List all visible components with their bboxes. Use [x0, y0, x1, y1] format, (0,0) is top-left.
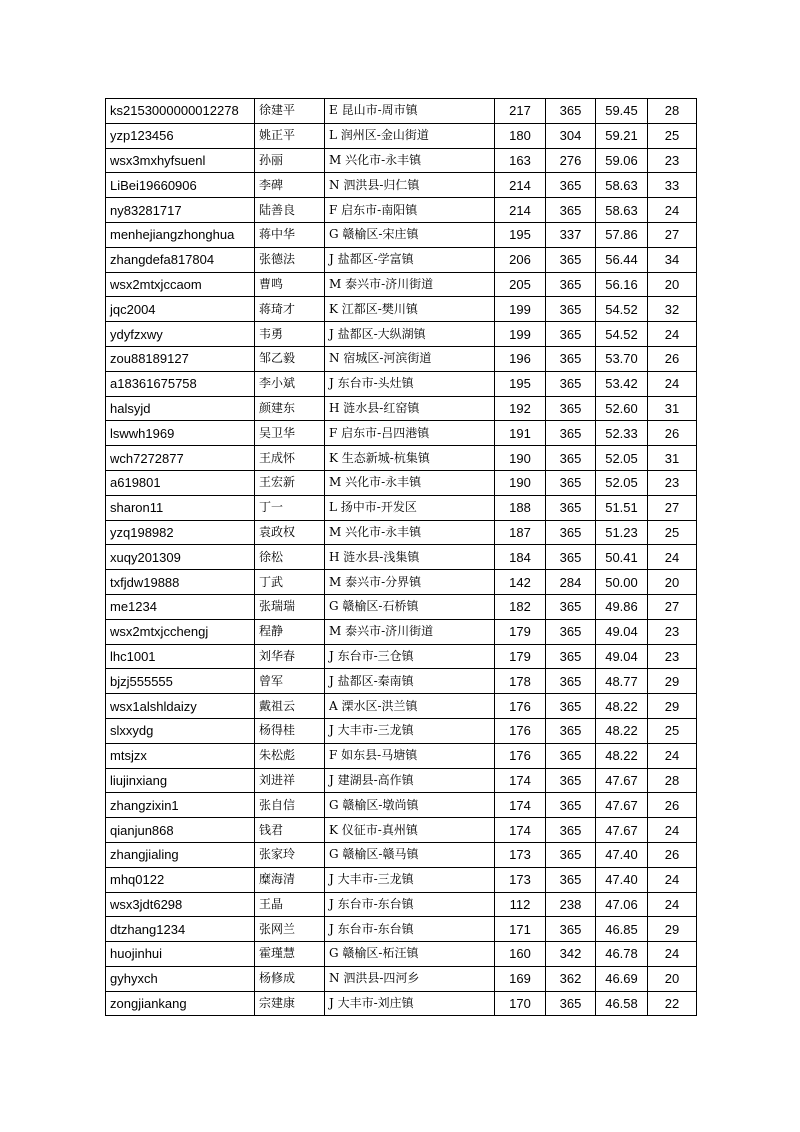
score-cell: 25: [648, 123, 697, 148]
table-row: [106, 793, 697, 818]
table-row: [106, 322, 697, 347]
name-cell: 徐建平: [255, 99, 325, 124]
region-cell: A 溧水区-洪兰镇: [325, 694, 495, 719]
score-cell: 24: [648, 743, 697, 768]
user-id-cell: sharon11: [106, 495, 255, 520]
region-cell: N 泗洪县-归仁镇: [325, 173, 495, 198]
name-cell: 程静: [255, 619, 325, 644]
count-cell: 179: [495, 619, 546, 644]
score-cell: 24: [648, 322, 697, 347]
region-cell: F 启东市-吕四港镇: [325, 421, 495, 446]
count-cell: 112: [495, 892, 546, 917]
region-cell: H 涟水县-浅集镇: [325, 545, 495, 570]
name-cell: 丁一: [255, 495, 325, 520]
name-cell: 刘进祥: [255, 768, 325, 793]
percent-cell: 49.04: [596, 644, 648, 669]
user-id-cell: zou88189127: [106, 346, 255, 371]
user-id-cell: zhangjialing: [106, 842, 255, 867]
name-cell: 蒋中华: [255, 222, 325, 247]
table-row: [106, 198, 697, 223]
total-days-cell: 342: [546, 942, 596, 967]
user-id-cell: qianjun868: [106, 818, 255, 843]
total-days-cell: 365: [546, 173, 596, 198]
table-row: [106, 966, 697, 991]
percent-cell: 52.33: [596, 421, 648, 446]
region-cell: J 盐都区-秦南镇: [325, 669, 495, 694]
total-days-cell: 365: [546, 421, 596, 446]
total-days-cell: 365: [546, 371, 596, 396]
total-days-cell: 365: [546, 694, 596, 719]
count-cell: 171: [495, 917, 546, 942]
total-days-cell: 365: [546, 297, 596, 322]
table-row: [106, 371, 697, 396]
name-cell: 孙丽: [255, 148, 325, 173]
total-days-cell: 365: [546, 396, 596, 421]
score-cell: 24: [648, 545, 697, 570]
table-row: [106, 297, 697, 322]
user-id-cell: jqc2004: [106, 297, 255, 322]
count-cell: 176: [495, 743, 546, 768]
table-row: [106, 892, 697, 917]
count-cell: 188: [495, 495, 546, 520]
table-row: [106, 842, 697, 867]
region-cell: G 赣榆区-宋庄镇: [325, 222, 495, 247]
total-days-cell: 284: [546, 570, 596, 595]
count-cell: 176: [495, 718, 546, 743]
count-cell: 160: [495, 942, 546, 967]
score-cell: 25: [648, 718, 697, 743]
region-cell: J 盐都区-学富镇: [325, 247, 495, 272]
total-days-cell: 365: [546, 520, 596, 545]
user-id-cell: mhq0122: [106, 867, 255, 892]
name-cell: 蒋琦才: [255, 297, 325, 322]
table-row: [106, 421, 697, 446]
name-cell: 王晶: [255, 892, 325, 917]
user-id-cell: me1234: [106, 594, 255, 619]
total-days-cell: 365: [546, 495, 596, 520]
count-cell: 214: [495, 173, 546, 198]
user-id-cell: bjzj555555: [106, 669, 255, 694]
percent-cell: 58.63: [596, 173, 648, 198]
user-id-cell: mtsjzx: [106, 743, 255, 768]
name-cell: 丁武: [255, 570, 325, 595]
percent-cell: 47.67: [596, 793, 648, 818]
score-cell: 29: [648, 694, 697, 719]
region-cell: J 东台市-三仓镇: [325, 644, 495, 669]
score-cell: 26: [648, 346, 697, 371]
total-days-cell: 365: [546, 917, 596, 942]
user-id-cell: halsyjd: [106, 396, 255, 421]
percent-cell: 49.86: [596, 594, 648, 619]
table-row: [106, 272, 697, 297]
table-row: [106, 644, 697, 669]
count-cell: 187: [495, 520, 546, 545]
count-cell: 173: [495, 842, 546, 867]
score-cell: 33: [648, 173, 697, 198]
percent-cell: 52.05: [596, 446, 648, 471]
region-cell: J 东台市-头灶镇: [325, 371, 495, 396]
score-cell: 31: [648, 396, 697, 421]
name-cell: 张瑞瑞: [255, 594, 325, 619]
score-cell: 28: [648, 99, 697, 124]
percent-cell: 53.70: [596, 346, 648, 371]
table-row: [106, 173, 697, 198]
name-cell: 朱松彪: [255, 743, 325, 768]
count-cell: 195: [495, 371, 546, 396]
score-cell: 31: [648, 446, 697, 471]
region-cell: J 东台市-东台镇: [325, 917, 495, 942]
table-row: [106, 991, 697, 1016]
table-row: [106, 520, 697, 545]
name-cell: 王宏新: [255, 470, 325, 495]
percent-cell: 48.22: [596, 743, 648, 768]
total-days-cell: 365: [546, 718, 596, 743]
score-cell: 28: [648, 768, 697, 793]
score-cell: 26: [648, 421, 697, 446]
total-days-cell: 365: [546, 594, 596, 619]
user-id-cell: huojinhui: [106, 942, 255, 967]
percent-cell: 52.60: [596, 396, 648, 421]
region-cell: L 润州区-金山街道: [325, 123, 495, 148]
name-cell: 曹鸣: [255, 272, 325, 297]
name-cell: 戴祖云: [255, 694, 325, 719]
total-days-cell: 365: [546, 446, 596, 471]
region-cell: G 赣榆区-柘汪镇: [325, 942, 495, 967]
count-cell: 192: [495, 396, 546, 421]
total-days-cell: 365: [546, 545, 596, 570]
percent-cell: 47.67: [596, 818, 648, 843]
user-id-cell: wsx3jdt6298: [106, 892, 255, 917]
total-days-cell: 365: [546, 867, 596, 892]
percent-cell: 50.41: [596, 545, 648, 570]
region-cell: M 泰兴市-济川街道: [325, 272, 495, 297]
table-row: [106, 396, 697, 421]
table-row: [106, 545, 697, 570]
name-cell: 邹乙毅: [255, 346, 325, 371]
count-cell: 182: [495, 594, 546, 619]
name-cell: 王成怀: [255, 446, 325, 471]
score-cell: 23: [648, 148, 697, 173]
table-row: [106, 917, 697, 942]
score-cell: 25: [648, 520, 697, 545]
table-row: [106, 669, 697, 694]
total-days-cell: 365: [546, 669, 596, 694]
score-cell: 23: [648, 644, 697, 669]
count-cell: 199: [495, 322, 546, 347]
percent-cell: 47.67: [596, 768, 648, 793]
table-row: [106, 148, 697, 173]
total-days-cell: 365: [546, 644, 596, 669]
name-cell: 刘华春: [255, 644, 325, 669]
region-cell: M 兴化市-永丰镇: [325, 470, 495, 495]
count-cell: 142: [495, 570, 546, 595]
percent-cell: 47.40: [596, 867, 648, 892]
total-days-cell: 337: [546, 222, 596, 247]
score-cell: 24: [648, 818, 697, 843]
name-cell: 杨得桂: [255, 718, 325, 743]
percent-cell: 54.52: [596, 297, 648, 322]
user-id-cell: yzp123456: [106, 123, 255, 148]
percent-cell: 48.22: [596, 694, 648, 719]
total-days-cell: 365: [546, 470, 596, 495]
user-id-cell: zhangdefa817804: [106, 247, 255, 272]
region-cell: G 赣榆区-赣马镇: [325, 842, 495, 867]
total-days-cell: 365: [546, 991, 596, 1016]
table-row: [106, 694, 697, 719]
table-row: [106, 867, 697, 892]
user-id-cell: yzq198982: [106, 520, 255, 545]
region-cell: M 兴化市-永丰镇: [325, 520, 495, 545]
score-cell: 27: [648, 222, 697, 247]
total-days-cell: 365: [546, 247, 596, 272]
percent-cell: 49.04: [596, 619, 648, 644]
percent-cell: 47.06: [596, 892, 648, 917]
score-cell: 24: [648, 867, 697, 892]
table-row: [106, 743, 697, 768]
table-row: [106, 942, 697, 967]
user-id-cell: lhc1001: [106, 644, 255, 669]
user-id-cell: txfjdw19888: [106, 570, 255, 595]
count-cell: 195: [495, 222, 546, 247]
region-cell: N 宿城区-河滨街道: [325, 346, 495, 371]
user-id-cell: wsx2mtxjcchengj: [106, 619, 255, 644]
user-id-cell: ydyfzxwy: [106, 322, 255, 347]
count-cell: 190: [495, 470, 546, 495]
region-cell: L 扬中市-开发区: [325, 495, 495, 520]
count-cell: 196: [495, 346, 546, 371]
name-cell: 宗建康: [255, 991, 325, 1016]
percent-cell: 48.22: [596, 718, 648, 743]
user-id-cell: wsx1alshldaizy: [106, 694, 255, 719]
region-cell: G 赣榆区-墩尚镇: [325, 793, 495, 818]
user-id-cell: zongjiankang: [106, 991, 255, 1016]
score-cell: 20: [648, 272, 697, 297]
total-days-cell: 365: [546, 322, 596, 347]
count-cell: 184: [495, 545, 546, 570]
percent-cell: 46.58: [596, 991, 648, 1016]
count-cell: 205: [495, 272, 546, 297]
region-cell: F 如东县-马塘镇: [325, 743, 495, 768]
total-days-cell: 365: [546, 818, 596, 843]
table-body: [106, 99, 697, 1016]
region-cell: J 盐都区-大纵湖镇: [325, 322, 495, 347]
count-cell: 217: [495, 99, 546, 124]
user-id-cell: lswwh1969: [106, 421, 255, 446]
name-cell: 吴卫华: [255, 421, 325, 446]
score-cell: 24: [648, 198, 697, 223]
region-cell: G 赣榆区-石桥镇: [325, 594, 495, 619]
percent-cell: 54.52: [596, 322, 648, 347]
name-cell: 张德法: [255, 247, 325, 272]
total-days-cell: 365: [546, 198, 596, 223]
count-cell: 180: [495, 123, 546, 148]
count-cell: 214: [495, 198, 546, 223]
total-days-cell: 365: [546, 619, 596, 644]
total-days-cell: 304: [546, 123, 596, 148]
score-cell: 26: [648, 842, 697, 867]
count-cell: 174: [495, 768, 546, 793]
region-cell: J 大丰市-刘庄镇: [325, 991, 495, 1016]
name-cell: 姚正平: [255, 123, 325, 148]
score-cell: 29: [648, 669, 697, 694]
region-cell: K 仪征市-真州镇: [325, 818, 495, 843]
percent-cell: 56.16: [596, 272, 648, 297]
percent-cell: 53.42: [596, 371, 648, 396]
percent-cell: 50.00: [596, 570, 648, 595]
name-cell: 颜建东: [255, 396, 325, 421]
count-cell: 199: [495, 297, 546, 322]
region-cell: M 泰兴市-济川街道: [325, 619, 495, 644]
user-id-cell: dtzhang1234: [106, 917, 255, 942]
region-cell: F 启东市-南阳镇: [325, 198, 495, 223]
user-id-cell: LiBei19660906: [106, 173, 255, 198]
table-row: [106, 470, 697, 495]
percent-cell: 48.77: [596, 669, 648, 694]
user-id-cell: wsx3mxhyfsuenl: [106, 148, 255, 173]
region-cell: J 大丰市-三龙镇: [325, 718, 495, 743]
score-cell: 24: [648, 942, 697, 967]
score-cell: 22: [648, 991, 697, 1016]
score-cell: 34: [648, 247, 697, 272]
percent-cell: 52.05: [596, 470, 648, 495]
count-cell: 169: [495, 966, 546, 991]
name-cell: 袁政权: [255, 520, 325, 545]
user-id-cell: xuqy201309: [106, 545, 255, 570]
count-cell: 174: [495, 793, 546, 818]
count-cell: 191: [495, 421, 546, 446]
total-days-cell: 365: [546, 99, 596, 124]
table-row: [106, 123, 697, 148]
table-row: [106, 446, 697, 471]
user-id-cell: slxxydg: [106, 718, 255, 743]
count-cell: 170: [495, 991, 546, 1016]
region-cell: K 生态新城-杭集镇: [325, 446, 495, 471]
percent-cell: 47.40: [596, 842, 648, 867]
user-id-cell: ks2153000000012278: [106, 99, 255, 124]
region-cell: K 江都区-樊川镇: [325, 297, 495, 322]
score-cell: 27: [648, 594, 697, 619]
percent-cell: 46.85: [596, 917, 648, 942]
score-cell: 20: [648, 570, 697, 595]
percent-cell: 57.86: [596, 222, 648, 247]
region-cell: J 东台市-东台镇: [325, 892, 495, 917]
percent-cell: 51.23: [596, 520, 648, 545]
name-cell: 韦勇: [255, 322, 325, 347]
count-cell: 176: [495, 694, 546, 719]
table-row: [106, 346, 697, 371]
score-cell: 26: [648, 793, 697, 818]
percent-cell: 56.44: [596, 247, 648, 272]
name-cell: 张网兰: [255, 917, 325, 942]
table-row: [106, 222, 697, 247]
name-cell: 霍瑾慧: [255, 942, 325, 967]
total-days-cell: 276: [546, 148, 596, 173]
user-id-cell: a619801: [106, 470, 255, 495]
name-cell: 张家玲: [255, 842, 325, 867]
score-cell: 32: [648, 297, 697, 322]
table-row: [106, 818, 697, 843]
count-cell: 163: [495, 148, 546, 173]
region-cell: J 建湖县-高作镇: [325, 768, 495, 793]
total-days-cell: 365: [546, 842, 596, 867]
table-row: [106, 495, 697, 520]
region-cell: H 涟水县-红窑镇: [325, 396, 495, 421]
table-row: [106, 718, 697, 743]
user-id-cell: ny83281717: [106, 198, 255, 223]
count-cell: 190: [495, 446, 546, 471]
percent-cell: 59.21: [596, 123, 648, 148]
count-cell: 206: [495, 247, 546, 272]
name-cell: 糜海清: [255, 867, 325, 892]
count-cell: 174: [495, 818, 546, 843]
name-cell: 曾军: [255, 669, 325, 694]
total-days-cell: 365: [546, 743, 596, 768]
score-cell: 24: [648, 371, 697, 396]
total-days-cell: 365: [546, 272, 596, 297]
total-days-cell: 365: [546, 793, 596, 818]
table-row: [106, 570, 697, 595]
user-id-cell: a18361675758: [106, 371, 255, 396]
data-table: [105, 98, 697, 1016]
region-cell: M 兴化市-永丰镇: [325, 148, 495, 173]
score-cell: 20: [648, 966, 697, 991]
percent-cell: 46.78: [596, 942, 648, 967]
user-id-cell: menhejiangzhonghua: [106, 222, 255, 247]
table-row: [106, 99, 697, 124]
count-cell: 173: [495, 867, 546, 892]
total-days-cell: 365: [546, 346, 596, 371]
table-row: [106, 619, 697, 644]
percent-cell: 46.69: [596, 966, 648, 991]
percent-cell: 51.51: [596, 495, 648, 520]
total-days-cell: 238: [546, 892, 596, 917]
score-cell: 27: [648, 495, 697, 520]
name-cell: 徐松: [255, 545, 325, 570]
user-id-cell: wch7272877: [106, 446, 255, 471]
region-cell: J 大丰市-三龙镇: [325, 867, 495, 892]
name-cell: 陆善良: [255, 198, 325, 223]
region-cell: N 泗洪县-四河乡: [325, 966, 495, 991]
table-row: [106, 768, 697, 793]
region-cell: M 泰兴市-分界镇: [325, 570, 495, 595]
percent-cell: 58.63: [596, 198, 648, 223]
count-cell: 179: [495, 644, 546, 669]
score-cell: 23: [648, 619, 697, 644]
table-row: [106, 594, 697, 619]
name-cell: 钱君: [255, 818, 325, 843]
user-id-cell: liujinxiang: [106, 768, 255, 793]
region-cell: E 昆山市-周市镇: [325, 99, 495, 124]
score-cell: 24: [648, 892, 697, 917]
name-cell: 张自信: [255, 793, 325, 818]
percent-cell: 59.45: [596, 99, 648, 124]
percent-cell: 59.06: [596, 148, 648, 173]
name-cell: 李碑: [255, 173, 325, 198]
user-id-cell: wsx2mtxjccaom: [106, 272, 255, 297]
name-cell: 杨修成: [255, 966, 325, 991]
score-cell: 29: [648, 917, 697, 942]
user-id-cell: zhangzixin1: [106, 793, 255, 818]
score-cell: 23: [648, 470, 697, 495]
total-days-cell: 362: [546, 966, 596, 991]
total-days-cell: 365: [546, 768, 596, 793]
count-cell: 178: [495, 669, 546, 694]
table-row: [106, 247, 697, 272]
name-cell: 李小斌: [255, 371, 325, 396]
user-id-cell: gyhyxch: [106, 966, 255, 991]
